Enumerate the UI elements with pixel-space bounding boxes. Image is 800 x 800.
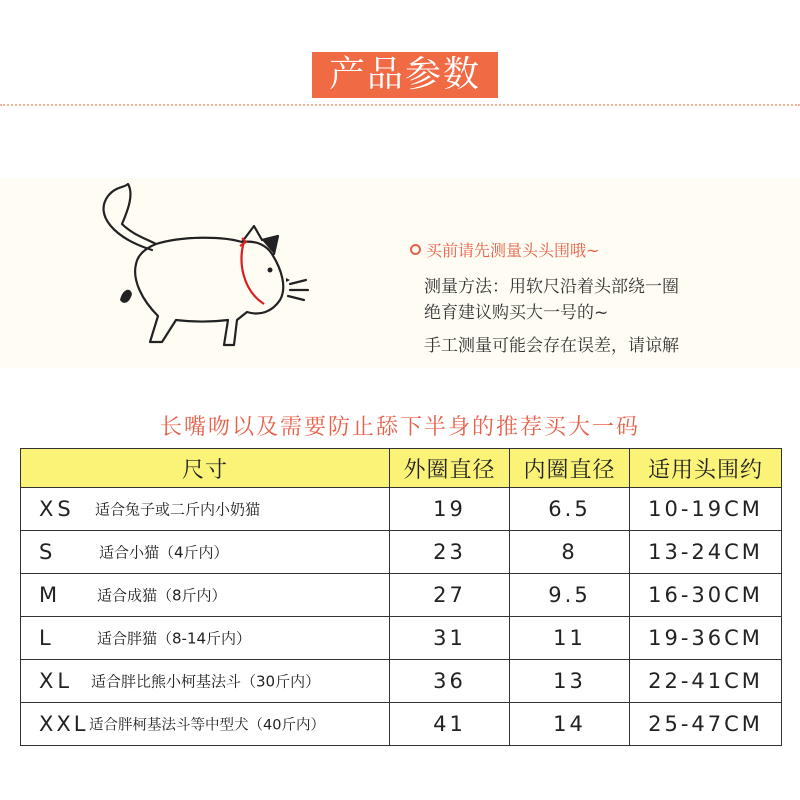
head-circumference: 22-41CM [630, 660, 782, 703]
outer-diameter: 23 [390, 531, 510, 574]
note-title-text: 买前请先测量头头围哦~ [426, 241, 600, 260]
head-circumference: 19-36CM [630, 617, 782, 660]
dotted-divider [0, 104, 800, 106]
head-circumference: 16-30CM [630, 574, 782, 617]
size-description: 适合小猫（4斤内） [99, 543, 229, 562]
size-description: 适合兔子或二斤内小奶猫 [95, 500, 261, 519]
size-description: 适合成猫（8斤内） [97, 586, 227, 605]
cat-spot-back [120, 290, 132, 303]
size-description: 适合胖比熊小柯基法斗（30斤内） [91, 672, 321, 691]
size-code: XXL [39, 712, 89, 736]
size-description: 适合胖猫（8-14斤内） [97, 629, 252, 648]
cat-body [135, 238, 283, 345]
size-cell [21, 531, 390, 574]
outer-diameter: 19 [390, 488, 510, 531]
measure-line-icon [241, 242, 264, 304]
outer-diameter: 27 [390, 574, 510, 617]
head-circumference: 13-24CM [630, 531, 782, 574]
inner-diameter: 14 [510, 703, 630, 746]
size-code: XS [39, 497, 75, 521]
size-cell [21, 703, 390, 746]
table-row [21, 617, 782, 660]
note-advice: 绝育建议购买大一号的~ [424, 303, 609, 323]
size-cell [21, 660, 390, 703]
outer-diameter: 31 [390, 617, 510, 660]
size-cell [21, 488, 390, 531]
table-row [21, 703, 782, 746]
inner-diameter: 6.5 [510, 488, 630, 531]
size-table [20, 448, 782, 746]
size-code: M [39, 583, 62, 607]
note-method: 测量方法：用软尺沿着头部绕一圈 [424, 277, 679, 297]
outer-diameter: 41 [390, 703, 510, 746]
outer-diameter: 36 [390, 660, 510, 703]
note-title [410, 238, 599, 261]
head-circumference: 25-47CM [630, 703, 782, 746]
header-size: 尺寸 [21, 449, 390, 488]
head-circumference: 10-19CM [630, 488, 782, 531]
inner-diameter: 9.5 [510, 574, 630, 617]
note-disclaimer: 手工测量可能会存在误差，请谅解 [424, 336, 679, 356]
header-head-circumference: 适用头围约 [630, 449, 782, 488]
table-row [21, 488, 782, 531]
inner-diameter: 11 [510, 617, 630, 660]
cat-tail [104, 184, 156, 250]
size-code: XL [39, 669, 74, 693]
size-cell [21, 574, 390, 617]
table-header-row [21, 449, 782, 488]
cat-measuring-illustration [92, 180, 322, 360]
size-description: 适合胖柯基法斗等中型犬（40斤内） [89, 717, 325, 734]
inner-diameter: 13 [510, 660, 630, 703]
table-row [21, 531, 782, 574]
table-row [21, 660, 782, 703]
recommendation-headline: 长嘴吻以及需要防止舔下半身的推荐买大一码 [159, 415, 640, 440]
bullet-icon [410, 244, 421, 255]
size-code: S [39, 540, 57, 564]
header-outer-diameter: 外圈直径 [390, 449, 510, 488]
inner-diameter: 8 [510, 531, 630, 574]
size-cell [21, 617, 390, 660]
size-code: L [39, 626, 55, 650]
table-row [21, 574, 782, 617]
page-title: 产品参数 [312, 52, 498, 98]
header-inner-diameter: 内圈直径 [510, 449, 630, 488]
